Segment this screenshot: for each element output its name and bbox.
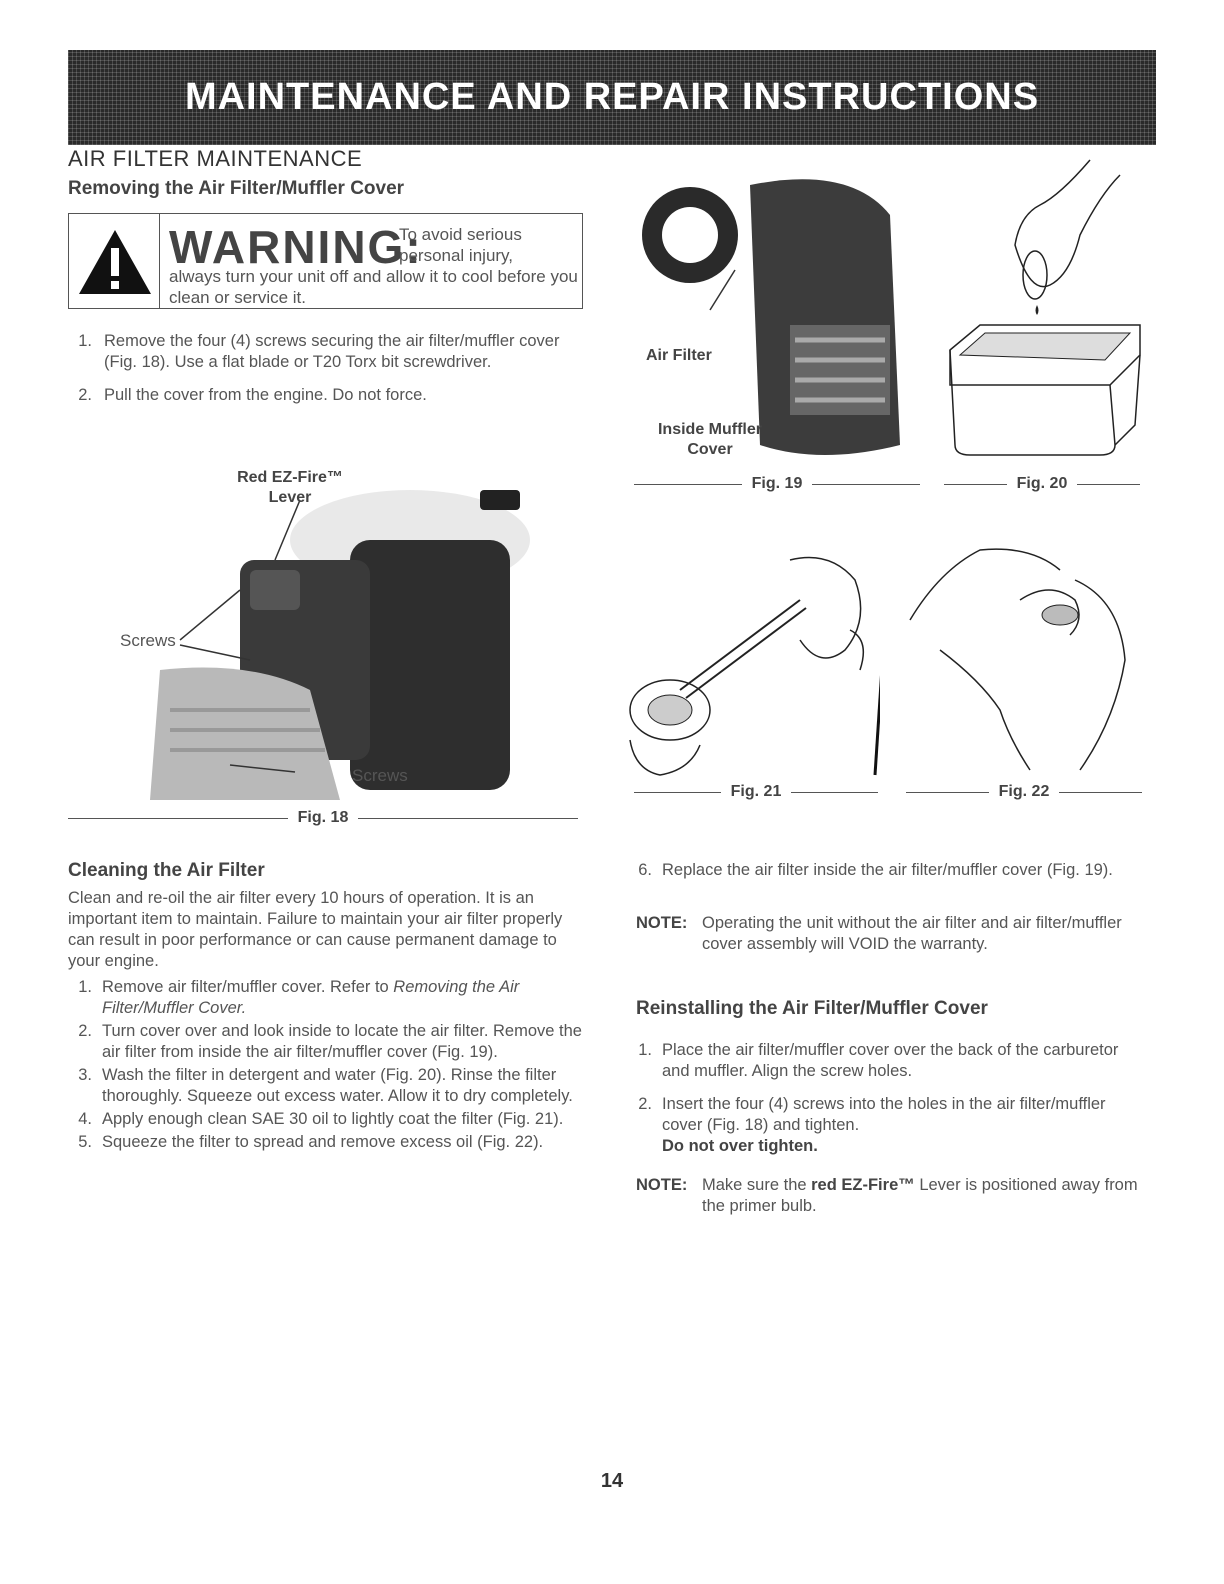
list-item — [68, 331, 588, 373]
step-text: Place the air filter/muffler cover over the back of the carburetor and muffler. Align the screw holes. — [662, 1041, 1119, 1080]
cleaning-steps — [68, 977, 583, 1155]
fig19-label-air-filter: Air Filter — [646, 347, 712, 364]
step-text: Insert the four (4) screws into the holes in the air filter/muffler cover (Fig. 18) and tighten. — [662, 1095, 1106, 1134]
note-label: NOTE: — [636, 1176, 688, 1194]
step-number: 3. — [78, 1066, 92, 1084]
note-text: Lever is positioned away from the primer bulb. — [702, 1176, 1138, 1215]
fig20-wash-illustration — [940, 155, 1150, 470]
step-text: Remove air filter/muffler cover. Refer to — [102, 978, 394, 996]
list-item — [636, 1094, 1146, 1157]
step-number: 2. — [638, 1095, 652, 1113]
fig21-oil-illustration — [620, 540, 880, 780]
step-number: 4. — [78, 1110, 92, 1128]
warning-word: WARNING: — [169, 221, 423, 273]
step-text: Wash the filter in detergent and water (Fig. 20). Rinse the filter thoroughly. Squeeze out excess water. Allow it to dry completely. — [102, 1066, 573, 1105]
step-text: Pull the cover from the engine. Do not force. — [104, 386, 427, 404]
label-line: Red EZ-Fire™ — [237, 469, 343, 486]
caption-text: Fig. 20 — [1016, 475, 1068, 492]
note-text: Make sure the — [702, 1176, 812, 1194]
label-line: Lever — [268, 489, 312, 506]
fig18-label-screws-bottom: Screws — [352, 766, 408, 785]
cleaning-heading: Cleaning the Air Filter — [68, 860, 265, 881]
caption-text: Fig. 18 — [297, 809, 349, 826]
warning-text: always turn your unit off and allow it to cool before you clean or service it. — [169, 267, 578, 307]
list-item — [68, 1132, 583, 1153]
note-warranty — [636, 913, 1146, 979]
fig18-label-screws-left: Screws — [120, 631, 176, 650]
fig21-caption — [634, 782, 878, 802]
removing-steps — [68, 331, 588, 418]
step-text: Replace the air filter inside the air filter/muffler cover (Fig. 19). — [662, 861, 1113, 879]
list-item — [68, 1109, 583, 1130]
warning-box — [68, 213, 583, 309]
note-text: Operating the unit without the air filter and air filter/muffler cover assembly will VOID the warranty. — [702, 914, 1122, 953]
fig18-label-lever — [210, 468, 370, 508]
step-number: 1. — [638, 1041, 652, 1059]
warning-lead: To avoid serious personal injury, — [399, 225, 522, 265]
list-item — [636, 860, 1146, 881]
label-line: Cover — [687, 441, 733, 458]
list-item — [68, 1065, 583, 1107]
list-item — [68, 385, 588, 406]
warning-triangle-icon — [77, 228, 153, 296]
list-item — [636, 1040, 1146, 1082]
fig22-squeeze-illustration — [900, 540, 1150, 780]
fig18-caption — [68, 808, 578, 828]
step-text: Squeeze the filter to spread and remove excess oil (Fig. 22). — [102, 1133, 544, 1151]
caption-text: Fig. 19 — [751, 475, 803, 492]
removing-heading: Removing the Air Filter/Muffler Cover — [68, 178, 405, 199]
cleaning-step-6 — [636, 860, 1146, 893]
list-item — [68, 977, 583, 1019]
cleaning-intro: Clean and re-oil the air filter every 10 hours of operation. It is an important item to maintain. Failure to maintain your air filter properly can result in poor performance or can cause permanent damage to your engine. — [68, 889, 563, 970]
note-lever — [636, 1175, 1146, 1219]
label-line: Inside Muffler — [657, 421, 762, 438]
caption-text: Fig. 21 — [730, 783, 782, 800]
header-banner — [68, 50, 1156, 145]
caption-text: Fig. 22 — [998, 783, 1050, 800]
section-title: AIR FILTER MAINTENANCE — [68, 146, 363, 171]
warning-divider — [159, 214, 160, 308]
step-text: Apply enough clean SAE 30 oil to lightly coat the filter (Fig. 21). — [102, 1110, 564, 1128]
fig18-engine-illustration — [110, 460, 550, 805]
note-emphasis: red EZ-Fire™ — [811, 1176, 915, 1194]
step-emphasis: Do not over tighten. — [662, 1137, 818, 1155]
page-title: MAINTENANCE AND REPAIR INSTRUCTIONS — [184, 76, 1040, 118]
step-text: Turn cover over and look inside to locate the air filter. Remove the air filter from inside the air filter/muffler cover (Fig. 19). — [102, 1022, 582, 1061]
fig19-caption — [634, 474, 920, 494]
fig19-label-muffler — [620, 420, 800, 460]
step-number: 6. — [638, 861, 652, 879]
note-label: NOTE: — [636, 914, 688, 932]
step-number: 1. — [78, 978, 92, 996]
reinstall-steps — [636, 1040, 1146, 1169]
step-reference: Removing the Air Filter/Muffler Cover. — [102, 978, 520, 1017]
step-number: 1. — [78, 332, 92, 350]
list-item — [68, 1021, 583, 1063]
fig20-caption — [944, 474, 1140, 494]
reinstall-heading: Reinstalling the Air Filter/Muffler Cover — [636, 998, 988, 1019]
step-number: 2. — [78, 386, 92, 404]
step-text: Remove the four (4) screws securing the air filter/muffler cover (Fig. 18). Use a flat blade or T20 Torx bit screwdriver. — [104, 332, 560, 371]
step-number: 2. — [78, 1022, 92, 1040]
fig22-caption — [906, 782, 1142, 802]
page-number: 14 — [600, 1470, 624, 1492]
step-number: 5. — [78, 1133, 92, 1151]
